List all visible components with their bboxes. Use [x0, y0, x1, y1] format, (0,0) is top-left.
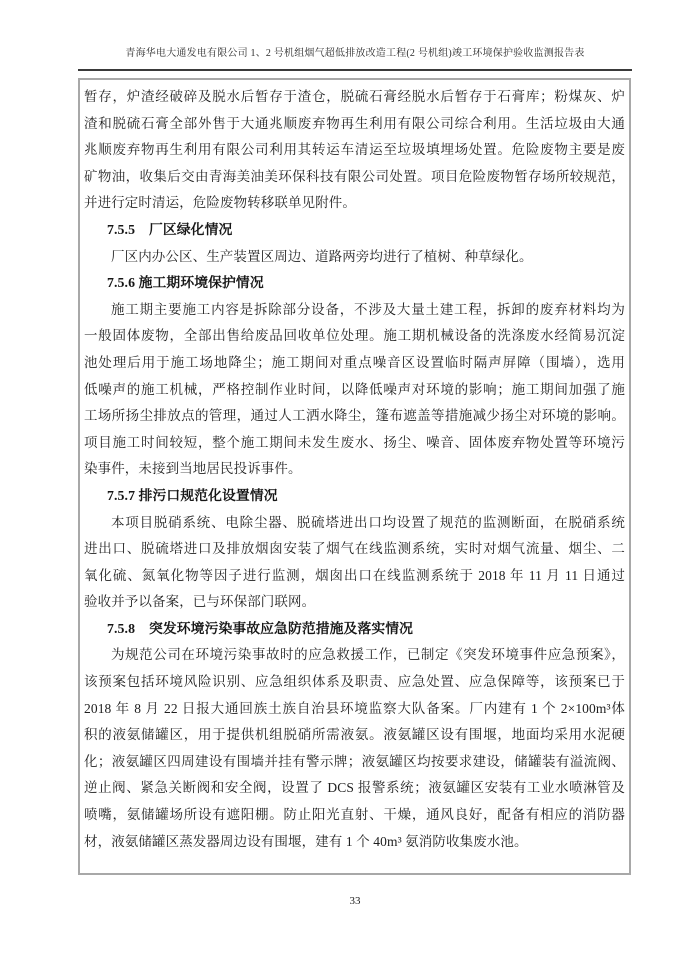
content-box [78, 78, 631, 875]
text-line: 为规范公司在环境污染事故时的应急救援工作，已制定《突发环境事件应急预案》， [111, 647, 625, 663]
text-line: 施工期主要施工内容是拆除部分设备，不涉及大量土建工程，拆卸的废弃材料均为 [111, 301, 625, 317]
text-line: 低噪声的施工机械，严格控制作业时间，以降低噪声对环境的影响；施工期间加强了施 [84, 381, 625, 397]
text-line: 池处理后用于施工场地降尘；施工期间对重点噪音区设置临时隔声屏障（围墙），选用 [84, 354, 625, 370]
header-divider [78, 69, 632, 71]
text-line: 矿物油，收集后交由青海美油美环保科技有限公司处置。项目危险废物暂存场所较规范， [84, 168, 625, 184]
text-line: 氧化硫、氮氧化物等因子进行监测，烟囱出口在线监测系统于 2018 年 11 月 11 日通过 [84, 567, 625, 583]
page-header-title: 青海华电大通发电有限公司 1、2 号机组烟气超低排放改造工程(2 号机组)竣工环境保护验收监测报告表 [125, 48, 585, 59]
text-line: 进出口、脱硫塔进口及排放烟囱安装了烟气在线监测系统，实时对烟气流量、烟尘、二 [84, 541, 625, 557]
text-line: 材，液氨储罐区蒸发器周边设有围堰，建有 1 个 40m³ 氨消防收集废水池。 [84, 833, 528, 849]
text-line: 积的液氨储罐区，用于提供机组脱硝所需液氨。液氨罐区设有围堰，地面均采用水泥硬 [84, 727, 625, 743]
text-line: 一般固体废物，全部出售给废品回收单位处理。施工期机械设备的洗涤废水经简易沉淀 [84, 328, 625, 344]
text-line: 渣和脱硫石膏全部外售于大通兆顺废弃物再生利用有限公司综合利用。生活垃圾由大通 [84, 115, 625, 131]
text-line: 喷嘴，氨储罐场所设有遮阳棚。防止阳光直射、干燥，通风良好，配备有相应的消防器 [84, 807, 625, 823]
text-line: 2018 年 8 月 22 日报大通回族土族自治县环境监察大队备案。厂内建有 1 个 2×100m³体 [84, 700, 625, 716]
page-number: 33 [349, 895, 361, 907]
section-heading: 7.5.5 厂区绿化情况 [107, 221, 233, 237]
section-heading: 7.5.8 突发环境污染事故应急防范措施及落实情况 [107, 620, 414, 636]
text-line: 项目施工时间较短，整个施工期间未发生废水、扬尘、噪音、固体废弃物处置等环境污 [84, 434, 625, 450]
text-line: 逆止阀、紧急关断阀和安全阀，设置了 DCS 报警系统；液氨罐区安装有工业水喷淋管及 [84, 780, 625, 796]
section-heading: 7.5.7 排污口规范化设置情况 [107, 487, 278, 503]
section-heading: 7.5.6 施工期环境保护情况 [107, 275, 264, 291]
text-line: 化；液氨罐区四周建设有围墙并挂有警示牌；液氨罐区均按要求建设，储罐装有溢流阀、 [84, 753, 625, 769]
text-line: 本项目脱硝系统、电除尘器、脱硫塔进出口均设置了规范的监测断面，在脱硝系统 [111, 514, 625, 530]
text-line: 工场所扬尘排放点的管理，通过人工洒水降尘，篷布遮盖等措施减少扬尘对环境的影响。 [84, 408, 625, 424]
text-line: 厂区内办公区、生产装置区周边、道路两旁均进行了植树、种草绿化。 [111, 248, 533, 264]
text-line: 并进行定时清运，危险废物转移联单见附件。 [84, 195, 356, 211]
text-line: 验收并予以备案，已与环保部门联网。 [84, 594, 316, 610]
text-line: 暂存，炉渣经破碎及脱水后暂存于渣仓，脱硫石膏经脱水后暂存于石膏库；粉煤灰、炉 [84, 89, 625, 104]
text-line: 染事件，未接到当地居民投诉事件。 [84, 461, 302, 477]
text-line: 该预案包括环境风险识别、应急组织体系及职责、应急处置、应急保障等，该预案已于 [84, 674, 625, 690]
text-line: 兆顺废弃物再生利用有限公司利用其转运车清运至垃圾填埋场处置。危险废物主要是废 [84, 142, 625, 158]
